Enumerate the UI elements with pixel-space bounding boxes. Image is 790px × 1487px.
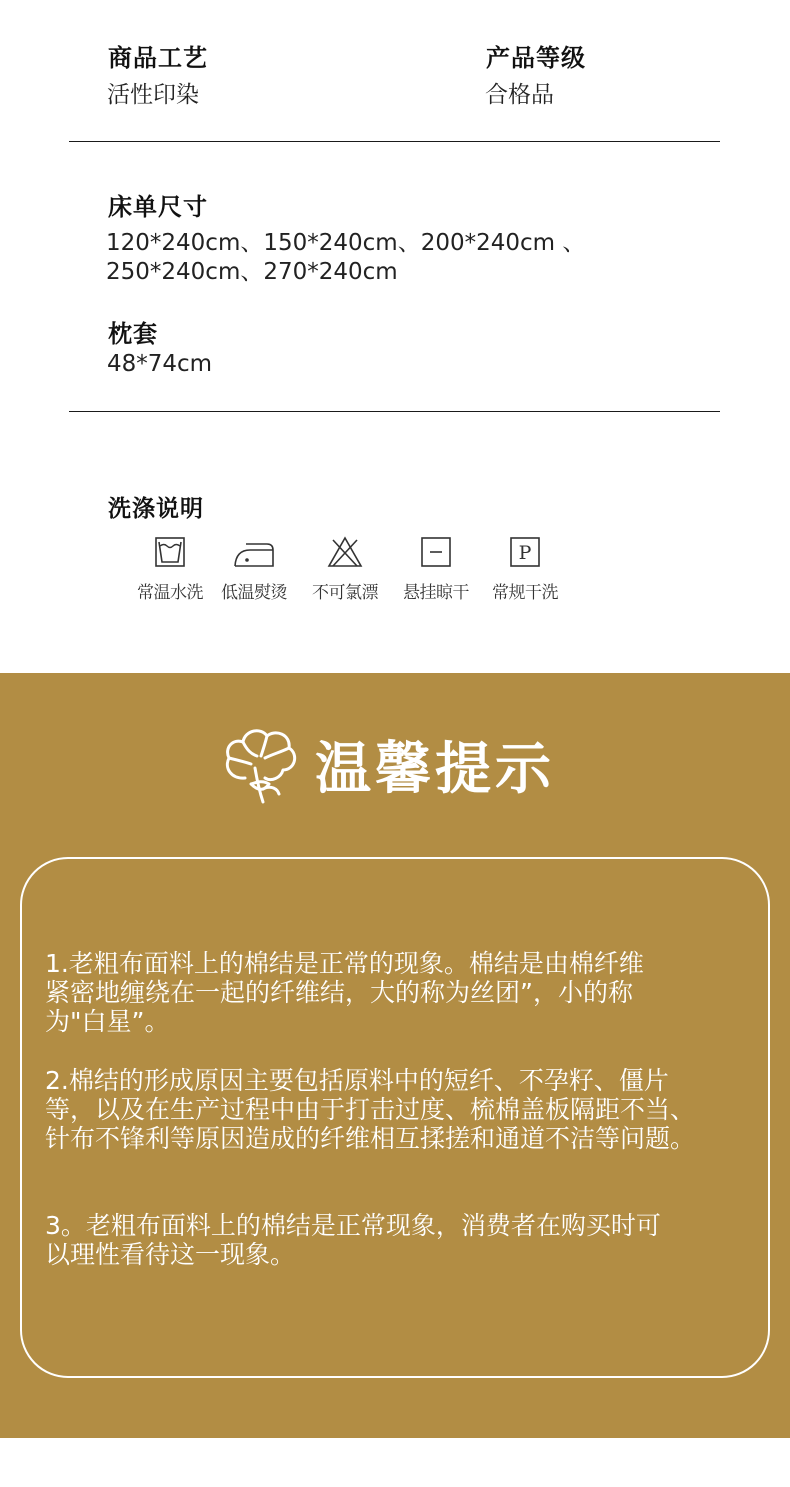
svg-text:P: P xyxy=(518,542,532,564)
dry-clean-icon xyxy=(509,536,541,568)
tip-item xyxy=(45,1066,765,1153)
care-item xyxy=(390,536,482,603)
care-label: 不可氯漂 xyxy=(312,583,378,603)
care-label: 低温熨烫 xyxy=(221,583,287,603)
care-title: 洗涤说明 xyxy=(108,496,204,522)
sheet-size-line: 250*240cm、270*240cm xyxy=(106,259,398,285)
hang-dry-icon xyxy=(420,536,452,568)
tip-line: 紧密地缠绕在一起的纤维结，大的称为丝团”，小的称 xyxy=(45,978,633,1007)
care-item xyxy=(124,536,216,603)
tip-line: 1.老粗布面料上的棉结是正常的现象。棉结是由棉纤维 xyxy=(45,949,644,978)
tip-line: 针布不锋利等原因造成的纤维相互揉搓和通道不洁等问题。 xyxy=(45,1124,696,1153)
grade-label: 产品等级 xyxy=(486,44,586,72)
pillowcase-value: 48*74cm xyxy=(107,351,213,377)
divider xyxy=(69,141,720,142)
pillowcase-label: 枕套 xyxy=(108,320,158,348)
tip-line: 为"白星”。 xyxy=(45,1007,170,1036)
tip-item xyxy=(45,1211,765,1269)
iron-icon xyxy=(232,536,276,568)
no-bleach-icon xyxy=(327,536,363,568)
divider xyxy=(69,411,720,412)
sheet-size-label: 床单尺寸 xyxy=(108,193,208,221)
care-item xyxy=(208,536,300,603)
tip-line: 2.棉结的形成原因主要包括原料中的短纤、不孕籽、僵片 xyxy=(45,1066,669,1095)
care-item xyxy=(299,536,391,603)
tips-title: 温馨提示 xyxy=(315,737,555,802)
sheet-size-line: 120*240cm、150*240cm、200*240cm 、 xyxy=(106,230,586,256)
tip-line: 以理性看待这一现象。 xyxy=(45,1240,296,1269)
care-label: 常温水洗 xyxy=(137,583,203,603)
tip-line: 3。老粗布面料上的棉结是正常现象，消费者在购买时可 xyxy=(45,1211,661,1240)
tip-line: 等，以及在生产过程中由于打击过度、梳棉盖板隔距不当、 xyxy=(45,1095,696,1124)
care-label: 悬挂晾干 xyxy=(403,583,469,603)
craft-value: 活性印染 xyxy=(107,82,199,108)
craft-label: 商品工艺 xyxy=(108,44,208,72)
care-item xyxy=(479,536,571,603)
grade-value: 合格品 xyxy=(485,82,554,108)
care-label: 常规干洗 xyxy=(492,583,558,603)
washtub-icon xyxy=(154,536,186,568)
cotton-icon xyxy=(221,724,301,806)
tip-item xyxy=(45,949,765,1036)
